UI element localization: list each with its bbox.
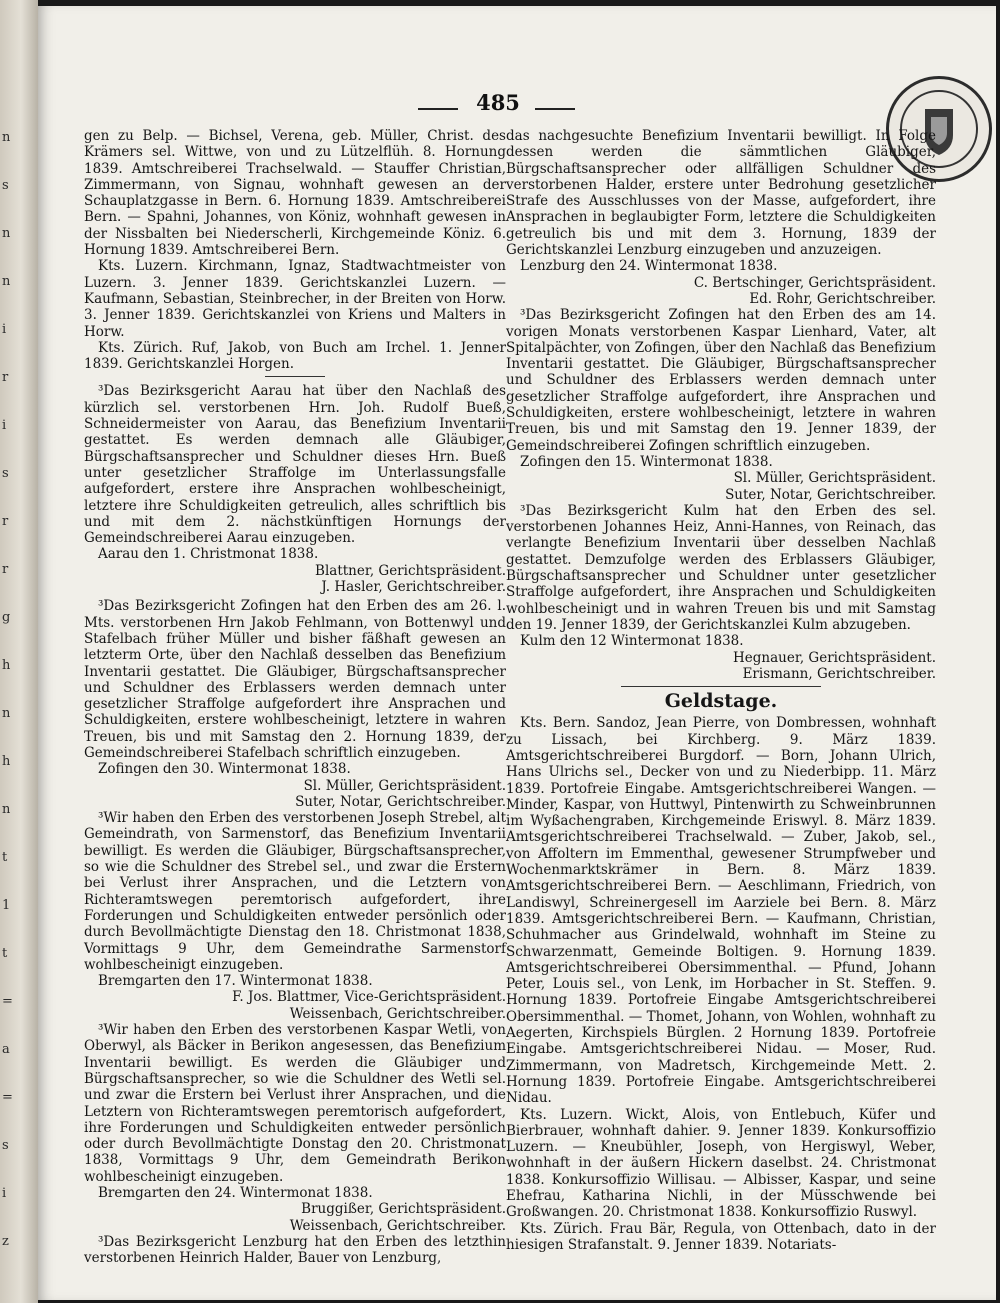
notice-signature: Sl. Müller, Gerichtspräsident. [733,470,936,487]
section-heading: Geldstage. [664,690,778,713]
notice-paragraph: ³Wir haben den Erben des verstorbenen Kaspar Wetli, von Oberwyl, als Bäcker in Berikon angesessen, das Benefizium Inventarii bewilligt. Es werden die Gläubiger und Bürgschaftsansprecher, so wie die Schuldner des Wetli sel. und zwar die Erstern bei Verlust ihrer Ansprachen, und die Letztern von Richteramtswegen peremtorisch aufgefordert, ihre Forderungen und Schuldigkeiten entweder persönlich oder durch Bevollmächtigte Donstag den 20. Christmonat 1838, Vormittags 9 Uhr, dem Gemeindrath Berikon wohlbescheinigt einzugeben. [84,1022,506,1185]
listing-paragraph: Kts. Luzern. Wickt, Alois, von Entlebuch, Küfer und Bierbrauer, wohnhaft dahier. 9. Jenner 1839. Konkursoffizio Luzern. — Kneubühler, Joseph, von Hergiswyl, Weber, wohnhaft in der äußern Hickern daselbst. 24. Christmonat 1838. Konkursoffizio Willisau. — Albisser, Kaspar, und seine Ehefrau, Katharina Nichli, in der Müsschwende bei Großwangen. 20. Christmonat 1838. Konkursoffizio Ruswyl. [506,1106,936,1221]
article-paragraph: Kts. Zürich. Ruf, Jakob, von Buch am Irchel. 1. Jenner 1839. Gerichtskanzlei Horgen. [84,339,506,373]
section-rule [621,686,821,687]
facing-page-fragment: i [2,418,7,433]
facing-page-fragment: z [2,1234,9,1249]
notice-date: Zofingen den 15. Wintermonat 1838. [520,453,773,470]
notice-signature: J. Hasler, Gerichtschreiber. [321,579,506,596]
facing-page-fragment: g [2,610,11,625]
notice-signature: Hegnauer, Gerichtspräsident. [733,649,936,666]
notice-signature: Erismann, Gerichtschreiber. [742,665,936,682]
facing-page-fragment: s [2,178,9,193]
article-paragraph: Kts. Luzern. Kirchmann, Ignaz, Stadtwachtmeister von Luzern. 3. Jenner 1839. Gerichtskanzlei Luzern. — Kaufmann, Sebastian, Steinbrecher, in der Breiten von Horw. 3. Jenner 1839. Gerichtskanzlei von Kriens und Malters in Horw. [84,258,506,340]
facing-page-edge [0,0,38,1303]
notice-paragraph: ³Das Bezirksgericht Zofingen hat den Erben des am 26. l. Mts. verstorbenen Hrn Jakob Fehlmann, von Bottenwyl und Stafelbach früher Müller und bisher fäßhaft gewesen an letzterm Orte, über den Nachlaß desselben das Benefizium Inventarii gestattet. Die Gläubiger, Bürgschaftsansprecher und Schuldner des Erblassers werden demnach unter gesetzlicher Straffolge aufgefordert ihre Ansprachen und Schuldigkeiten, erstere wohlbescheinigt, letztere in wahren Treuen, bis und mit Samstag den 2. Hornung 1839, der Gemeindschreiberei Stafelbach schriftlich einzugeben. [84,598,506,761]
notice-paragraph: ³Das Bezirksgericht Lenzburg hat den Erben des letzthin verstorbenen Heinrich Halder, Bauer von Lenzburg, [84,1233,506,1267]
facing-page-fragment: h [2,754,11,769]
notice-signature: Ed. Rohr, Gerichtschreiber. [749,290,936,307]
facing-page-fragment: n [2,130,11,145]
notice-signature: Weissenbach, Gerichtschreiber. [289,1005,506,1022]
notice-date: Aarau den 1. Christmonat 1838. [98,546,319,563]
facing-page-fragment: = [2,994,13,1009]
facing-page-fragment: i [2,322,7,337]
right-column [506,128,936,1253]
facing-page-fragment: s [2,1138,9,1153]
notice-signature: C. Bertschinger, Gerichtspräsident. [693,274,936,291]
facing-page-fragment: s [2,466,9,481]
notice-date: Kulm den 12 Wintermonat 1838. [520,633,744,650]
notice-signature: Weissenbach, Gerichtschreiber. [289,1217,506,1234]
facing-page-fragment: n [2,706,11,721]
notice-paragraph: ³Wir haben den Erben des verstorbenen Joseph Strebel, alt Gemeindrath, von Sarmenstorf, das Benefizium Inventarii bewilligt. Es werden die Gläubiger, Bürgschaftsansprecher, so wie die Schuldner des Strebel sel., und zwar die Erstern bei Verlust ihrer Ansprachen, und die Letztern von Richteramtswegen peremtorisch aufgefordert, ihre Forderungen und Schuldigkeiten entweder persönlich oder durch Bevollmächtigte Dienstag den 18. Christmonat 1838, Vormittags 9 Uhr, dem Gemeindrathe Sarmenstorf wohlbescheinigt einzugeben. [84,810,506,973]
notice-date: Lenzburg den 24. Wintermonat 1838. [520,258,778,275]
notice-paragraph: ³Das Bezirksgericht Zofingen hat den Erben des am 14. vorigen Monats verstorbenen Kaspar Lienhard, Vater, alt Spitalpächter, von Zofingen, über den Nachlaß das Benefizium Inventarii gestattet. Die Gläubiger, Bürgschaftsansprecher und Schuldner des Erblassers werden demnach unter gesetzlicher Straffolge aufgefordert, ihre Ansprachen und Schuldigkeiten, erstere wohlbescheinigt, letztere in wahren Treuen, bis und mit Samstag den 19. Jenner 1839, der Gemeindschreiberei Zofingen schriftlich einzugeben. [506,307,936,454]
notice-signature: Blattner, Gerichtspräsident. [315,562,506,579]
facing-page-fragment: h [2,658,11,673]
notice-paragraph: das nachgesuchte Benefizium Inventarii bewilligt. In Folge dessen werden die sämmtlichen Gläubiger, Bürgschaftsansprecher oder allfälligen Schuldner des verstorbenen Halder, erstere unter Bedrohung gesetzlicher Strafe des Ausschlusses von der Masse, aufgefordert, ihre Ansprachen in beglaubigter Form, letztere die Schuldigkeiten getreulich bis und mit dem 3. Hornung, 1839 der Gerichtskanzlei Lenzburg einzugeben und anzuzeigen. [506,128,936,259]
newspaper-page [38,6,996,1300]
header-rule-left [418,108,458,110]
facing-page-fragment: 1 [2,898,11,913]
notice-date: Bremgarten den 17. Wintermonat 1838. [98,973,373,990]
facing-page-fragment: r [2,370,9,385]
article-paragraph: gen zu Belp. — Bichsel, Verena, geb. Müller, Christ. des Krämers sel. Wittwe, von und zu Lützelflüh. 8. Hornung 1839. Amtschreiberei Trachselwald. — Stauffer Christian, Zimmermann, von Signau, wohnhaft gewesen an der Schauplatzgasse in Bern. 6. Hornung 1839. Amtschreiberei Bern. — Spahni, Johannes, von Köniz, wohnhaft gewesen in der Nissbalten bei Niederscherli, Kirchgemeinde Köniz. 6. Hornung 1839. Amtschreiberei Bern. [84,128,506,259]
notice-signature: Suter, Notar, Gerichtschreiber. [725,486,936,503]
facing-page-fragment: n [2,802,11,817]
listing-paragraph: Kts. Bern. Sandoz, Jean Pierre, von Dombressen, wohnhaft zu Lissach, bei Kirchberg. 9. März 1839. Amtsgerichtschreiberei Burgdorf. — Born, Johann Ulrich, Hans Ulrichs sel., Decker von und zu Niederbipp. 11. März 1839. Portofreie Eingabe. Amtsgerichtschreiberei Wangen. — Minder, Kaspar, von Huttwyl, Pintenwirth zu Schweinbrunnen im Wyßachengraben, Kirchgemeinde Eriswyl. 8. März 1839. Amtsgerichtschreiberei Trachselwald. — Zuber, Jakob, sel., von Affoltern im Emmenthal, gewesener Strumpfweber und Wochenmarktskrämer in Bern. 8. März 1839. Amtsgerichtschreiberei Bern. — Aeschlimann, Friedrich, von Landiswyl, Schreinergesell im Aarziele bei Bern. 8. März 1839. Amtsgerichtschreiberei Bern. — Kaufmann, Christian, Schuhmacher aus Grindelwald, wohnhaft im Steine zu Schwarzenmatt, Gemeinde Boltigen. 9. Hornung 1839. Amtsgerichtschreiberei Obersimmenthal. — Pfund, Johann Peter, Louis sel., von Lenk, im Horbacher in St. Steffen. 9. Hornung 1839. Portofreie Eingabe Amtsgerichtschreiberei Obersimmenthal. — Thomet, Johann, von Wohlen, wohnhaft zu Aegerten, Kirchspiels Bürglen. 2 Hornung 1839. Portofreie Eingabe. Amtsgerichtschreiberei Nidau. — Moser, Rud. Zimmermann, von Madretsch, Kirchgemeinde Mett. 2. Hornung 1839. Portofreie Eingabe. Amtsgerichtschreiberei Nidau. [506,715,936,1107]
notice-signature: Sl. Müller, Gerichtspräsident. [303,777,506,794]
notice-paragraph: ³Das Bezirksgericht Kulm hat den Erben des sel. verstorbenen Johannes Heiz, Anni-Hannes, von Reinach, das verlangte Benefizium Inventarii über desselben Nachlaß gestattet. Demzufolge werden des Erblassers Gläubiger, Bürgschaftsansprecher und Schuldner unter gesetzlicher Straffolge aufgefordert, ihre Ansprachen und Schuldigkeiten wohlbescheinigt und in wahren Treuen bis und mit Samstag den 19. Jenner 1839, der Gerichtskanzlei Kulm abzugeben. [506,502,936,633]
facing-page-fragment: = [2,1090,13,1105]
notice-signature: Bruggißer, Gerichtspräsident. [301,1201,506,1218]
notice-date: Zofingen den 30. Wintermonat 1838. [98,761,351,778]
facing-page-fragment: n [2,226,11,241]
notice-paragraph: ³Das Bezirksgericht Aarau hat über den Nachlaß des kürzlich sel. verstorbenen Hrn. Joh. Rudolf Bueß, Schneidermeister von Aarau, das Benefizium Inventarii gestattet. Es werden demnach alle Gläubiger, Bürgschaftsansprecher und Schuldner dieses Hrn. Bueß unter gesetzlicher Straffolge im Unterlassungsfalle aufgefordert, erstere ihre Ansprachen wohlbescheinigt, letztere ihre Schuldigkeiten getreulich, alles schriftlich bis und mit dem 2. nächstkünftigen Hornungs der Gemeindschreiberei Aarau einzugeben. [84,383,506,547]
page-header [38,90,996,122]
facing-page-fragment: t [2,946,8,961]
left-column [84,128,506,1266]
notice-signature: F. Jos. Blattmer, Vice-Gerichtspräsident. [232,989,506,1006]
header-rule-right [535,108,575,110]
notice-date: Bremgarten den 24. Wintermonat 1838. [98,1185,373,1201]
facing-page-fragment: a [2,1042,10,1057]
facing-page-fragment: i [2,1186,7,1201]
facing-page-fragment: n [2,274,11,289]
listing-paragraph: Kts. Zürich. Frau Bär, Regula, von Ottenbach, dato in der hiesigen Strafanstalt. 9. Jenner 1839. Notariats- [506,1220,936,1253]
facing-page-fragment: t [2,850,8,865]
notice-signature: Suter, Notar, Gerichtschreiber. [295,793,506,810]
section-rule [265,376,325,377]
page-number: 485 [476,90,520,115]
facing-page-fragment: r [2,514,9,529]
facing-page-fragment: r [2,562,9,577]
